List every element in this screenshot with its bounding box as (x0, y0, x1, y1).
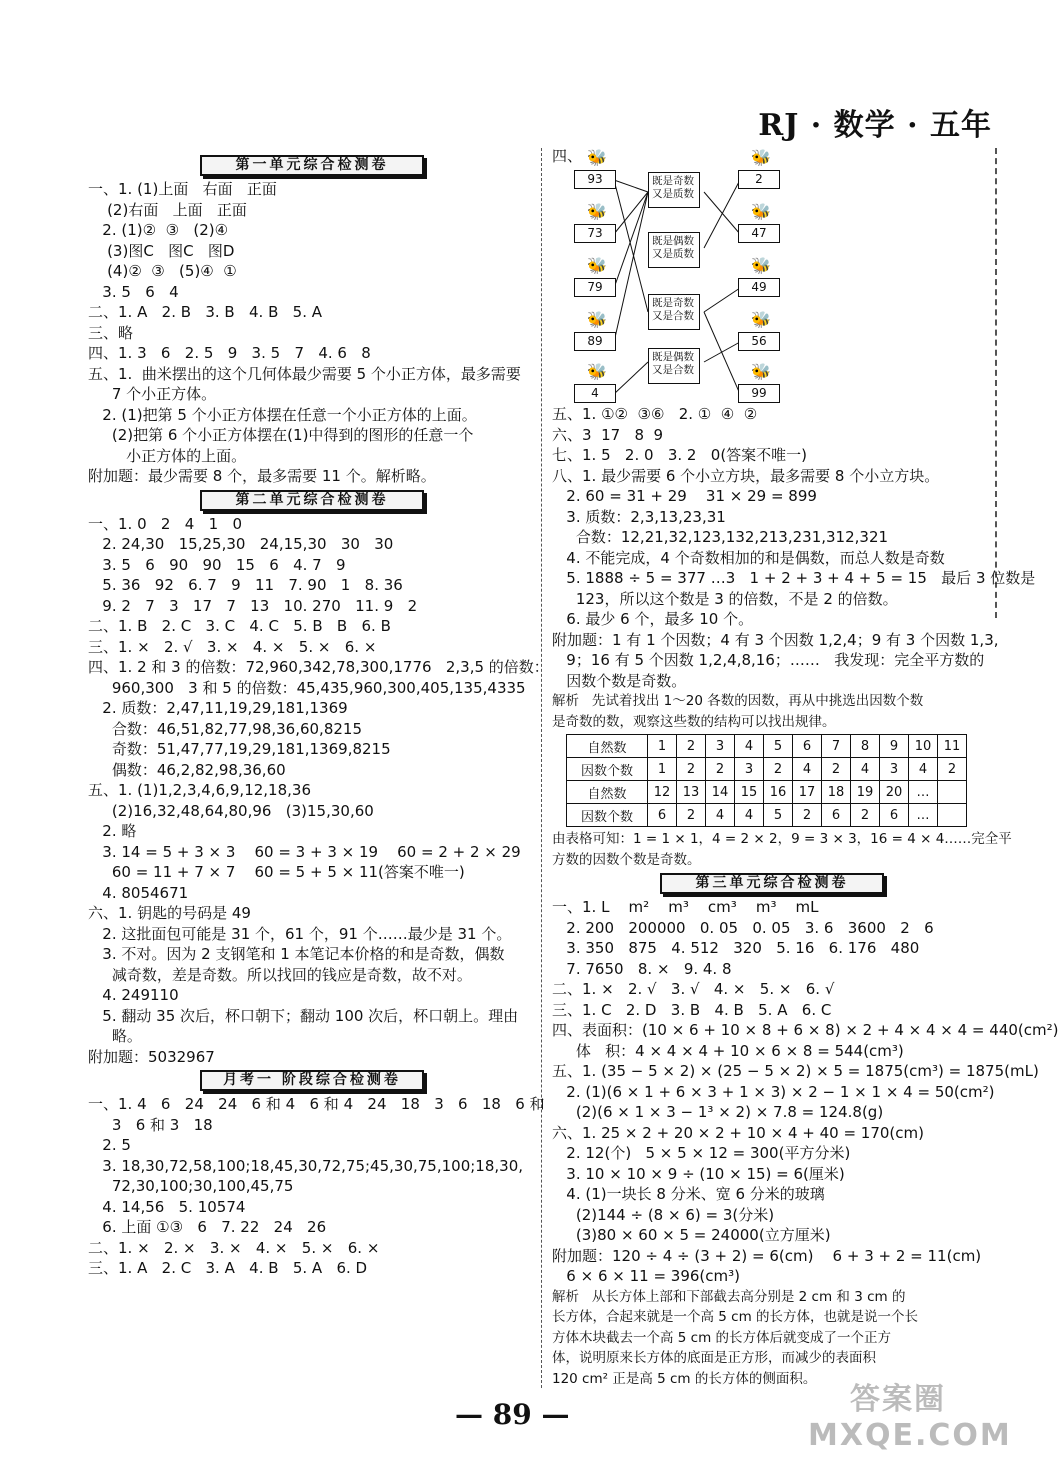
section-banner-unit2: 第二单元综合检测卷 (200, 490, 424, 511)
left-number-box: 79 (574, 278, 616, 297)
answer-line: 4. 14,56 5. 10574 (88, 1197, 246, 1216)
right-column (552, 147, 1058, 1389)
table-cell: 11 (938, 735, 967, 758)
table-cell: 5 (764, 735, 793, 758)
table-cell: 16 (764, 781, 793, 804)
table-cell: 13 (677, 781, 706, 804)
left-number-box: 93 (574, 170, 616, 189)
answer-line: 2. 200 200000 0. 05 0. 05 3. 6 3600 2 6 (552, 918, 934, 937)
answer-line: 2. (1)把第 5 个小正方体摆在任意一个小正方体的上面。 (88, 405, 477, 424)
answer-line: 方体木块截去一个高 5 cm 的长方体后就变成了一个正方 (552, 1329, 892, 1346)
section-banner-unit1: 第一单元综合检测卷 (200, 155, 424, 176)
page-number: — 89 — (455, 1398, 570, 1431)
answer-line: 3 6 和 3 18 (88, 1115, 213, 1134)
watermark-logo: 答案圈 MXQE.COM (808, 1382, 1012, 1453)
answer-line: 小正方体的上面。 (88, 446, 247, 465)
column-divider (541, 148, 542, 1388)
right-number-box: 49 (738, 278, 780, 297)
table-cell: 6 (880, 804, 909, 827)
table-cell: 2 (851, 804, 880, 827)
answer-line: 5. 36 92 6. 7 9 11 7. 90 1 8. 36 (88, 576, 403, 594)
answer-line: 七、1. 5 2. 0 3. 2 0(答案不唯一) (552, 446, 808, 464)
table-cell: 4 (735, 735, 764, 758)
table-cell: 2 (822, 758, 851, 781)
table-header-cell: 因数个数 (567, 804, 648, 827)
answer-line: 2. 5 (88, 1136, 131, 1154)
bee-icon: 🐝 (587, 256, 607, 275)
answer-line: (2)(6 × 1 × 3 − 1³ × 2) × 7.8 = 124.8(g) (552, 1103, 884, 1121)
answer-line: 一、1. L m² m³ cm³ m³ mL (552, 898, 819, 916)
category-line: 又是质数 (652, 188, 694, 200)
answer-line: 2. 24,30 15,25,30 24,15,30 30 30 (88, 535, 394, 553)
table-cell: 4 (735, 804, 764, 827)
answer-line: 体 积：4 × 4 × 4 + 10 × 6 × 8 = 544(cm³) (552, 1041, 904, 1060)
unit2-answers (88, 514, 549, 1068)
answer-line: 960,300 3 和 5 的倍数：45,435,960,300,405,135,4335 (88, 678, 526, 697)
answer-line: 2. 略 (88, 822, 137, 840)
right-number-box: 99 (738, 384, 780, 403)
table-cell (938, 804, 967, 827)
table-row (567, 758, 967, 781)
answer-line: (2)144 ÷ (8 × 6) = 3(分米) (552, 1205, 775, 1224)
category-line: 又是质数 (652, 248, 694, 260)
table-header-cell: 因数个数 (567, 758, 648, 781)
bee-icon: 🐝 (587, 202, 607, 221)
answers-five-to-eight (552, 404, 1036, 691)
left-number-box: 73 (574, 224, 616, 243)
table-cell: 3 (880, 758, 909, 781)
right-number-box: 2 (738, 170, 780, 189)
answer-line: 9；16 有 5 个因数 1,2,4,8,16；…… 我发现：完全平方数的 (552, 651, 985, 669)
answer-line: 60 = 11 + 7 × 7 60 = 5 + 5 × 11(答案不唯一) (88, 863, 465, 881)
answer-line: 3. 14 = 5 + 3 × 3 60 = 3 + 3 × 19 60 = 2 + 2 × 29 (88, 842, 521, 861)
answer-line: 五、1. (1)1,2,3,4,6,9,12,18,36 (88, 781, 311, 799)
left-column (88, 152, 549, 1279)
answer-line: 一、1. (1)上面 右面 正面 (88, 180, 277, 198)
table-cell: 6 (793, 735, 822, 758)
answer-line: 2. (1)② ③ (2)④ (88, 221, 229, 239)
answer-line: 3. 5 6 90 90 15 6 4. 7 9 (88, 555, 346, 574)
table-cell: 20 (880, 781, 909, 804)
answer-line: 偶数：46,2,82,98,36,60 (88, 760, 286, 779)
category-line: 又是合数 (652, 310, 694, 322)
answer-line: 附加题：120 ÷ 4 ÷ (3 + 2) = 6(cm) 6 + 3 + 2 = 11(cm) (552, 1246, 982, 1265)
answer-line: 附加题：5032967 (88, 1047, 215, 1066)
answer-line: 合数：46,51,82,77,98,36,60,8215 (88, 719, 362, 738)
answer-line: 略。 (88, 1027, 142, 1045)
table-cell: 2 (938, 758, 967, 781)
table-cell: 4 (909, 758, 938, 781)
table-cell: … (909, 804, 938, 827)
left-number-box: 89 (574, 332, 616, 351)
category-line: 又是合数 (652, 364, 694, 376)
answer-line: 五、1. 曲米摆出的这个几何体最少需要 5 个小正方体，最多需要 (88, 364, 521, 383)
answer-line: 6. 上面 ①③ 6 7. 22 24 26 (88, 1218, 327, 1236)
table-cell: 10 (909, 735, 938, 758)
answer-line: 7 个小正方体。 (88, 385, 217, 403)
right-number-box: 56 (738, 332, 780, 351)
table-cell: 18 (822, 781, 851, 804)
table-cell: 4 (851, 758, 880, 781)
table-cell: 19 (851, 781, 880, 804)
table-cell: 8 (851, 735, 880, 758)
monthly1-answers (88, 1094, 545, 1279)
answer-line: 2. 60 = 31 + 29 31 × 29 = 899 (552, 487, 817, 505)
factor-count-table (566, 734, 967, 827)
answer-line: 由表格可知：1 = 1 × 1，4 = 2 × 2，9 = 3 × 3，16 = 4 × 4……完全平 (552, 831, 1012, 847)
answer-line: 六、3 17 8 9 (552, 425, 664, 444)
answer-line: 3. 不对。因为 2 支钢笔和 1 本笔记本价格的和是奇数，偶数 (88, 945, 505, 963)
answer-line: 附加题：1 有 1 个因数；4 有 3 个因数 1,2,4；9 有 3 个因数 1,3, (552, 630, 999, 649)
answer-line: 二、1. A 2. B 3. B 4. B 5. A (88, 303, 323, 321)
answer-line: 五、1. (35 − 5 × 2) × (25 − 5 × 2) × 5 = 1875(cm³) = 1875(mL) (552, 1062, 1039, 1080)
table-cell: … (909, 781, 938, 804)
table-row (567, 735, 967, 758)
category-box (648, 294, 700, 330)
right-number-box: 47 (738, 224, 780, 243)
answer-line: 奇数：51,47,77,19,29,181,1369,8215 (88, 740, 391, 758)
answer-line: (4)② ③ (5)④ ① (88, 262, 237, 280)
answer-line: 72,30,100;30,100,45,75 (88, 1177, 294, 1195)
answer-line: 7. 7650 8. × 9. 4. 8 (552, 959, 732, 978)
table-cell: 15 (735, 781, 764, 804)
answer-line: 四、表面积：(10 × 6 + 10 × 8 + 6 × 8) × 2 + 4 × 4 × 4 = 440(cm²) (552, 1021, 1058, 1039)
answer-line: 一、1. 0 2 4 1 0 (88, 514, 243, 533)
left-number-box: 4 (574, 384, 616, 403)
answer-line: 五、1. ①② ③⑥ 2. ① ④ ② (552, 405, 758, 423)
table-cell: 12 (648, 781, 677, 804)
bee-icon: 🐝 (751, 148, 771, 167)
answer-line: 体，说明原来长方体的底面是正方形，而减少的表面积 (552, 1350, 876, 1366)
answer-line: 2. 质数：2,47,11,19,29,181,1369 (88, 699, 348, 717)
category-line: 既是偶数 (652, 351, 694, 363)
page-edge-line (995, 148, 997, 618)
table-cell: 1 (648, 758, 677, 781)
section-label-four: 四、 (552, 147, 583, 165)
bee-icon: 🐝 (587, 362, 607, 381)
table-cell: 7 (822, 735, 851, 758)
table-header-cell: 自然数 (567, 735, 648, 758)
bee-icon: 🐝 (751, 310, 771, 329)
answer-line: 6 × 6 × 11 = 396(cm³) (552, 1267, 740, 1285)
answer-line: (3)图C 图C 图D (88, 241, 235, 260)
table-row (567, 781, 967, 804)
unit3-answers (552, 897, 1058, 1287)
section-banner-monthly1: 月考一 阶段综合检测卷 (200, 1070, 424, 1091)
bee-icon: 🐝 (587, 310, 607, 329)
table-cell: 5 (764, 804, 793, 827)
answer-line: 二、1. B 2. C 3. C 4. C 5. B B 6. B (88, 617, 391, 635)
category-box (648, 348, 700, 384)
answer-line: 二、1. × 2. × 3. × 4. × 5. × 6. × (88, 1238, 380, 1257)
table-cell: 14 (706, 781, 735, 804)
table-cell: 2 (677, 758, 706, 781)
table-row (567, 804, 967, 827)
answer-line: 2. 这批面包可能是 31 个，61 个，91 个……最少是 31 个。 (88, 924, 512, 943)
section-banner-unit3: 第三单元综合检测卷 (660, 873, 884, 894)
bee-icon: 🐝 (751, 362, 771, 381)
answer-line: 八、1. 最少需要 6 个小立方块，最多需要 8 个小立方块。 (552, 466, 940, 485)
bee-icon: 🐝 (751, 256, 771, 275)
table-cell: 9 (880, 735, 909, 758)
category-box (648, 232, 700, 268)
answer-line: 3. 5 6 4 (88, 282, 179, 301)
table-cell: 2 (706, 758, 735, 781)
unit1-answers (88, 179, 536, 487)
answer-line: 3. 质数：2,3,13,23,31 (552, 507, 726, 526)
answer-line: 4. 249110 (88, 986, 179, 1004)
table-cell: 1 (648, 735, 677, 758)
answer-line: 9. 2 7 3 17 7 13 10. 270 11. 9 2 (88, 596, 418, 615)
page-header-title: RJ · 数学 · 五年 (758, 108, 992, 143)
answer-line: 四、1. 3 6 2. 5 9 3. 5 7 4. 6 8 (88, 344, 371, 362)
answer-line: 六、1. 25 × 2 + 20 × 2 + 10 × 4 + 40 = 170(cm) (552, 1123, 924, 1142)
table-cell (938, 781, 967, 804)
answer-line: 解析 先试着找出 1～20 各数的因数，再从中挑选出因数个数 (552, 693, 924, 709)
table-cell: 4 (793, 758, 822, 781)
answer-line: 5. 1888 ÷ 5 = 377 …3 1 + 2 + 3 + 4 + 5 = 15 最后 3 位数是 (552, 569, 1036, 587)
answer-line: 6. 最少 6 个，最多 10 个。 (552, 610, 754, 628)
answer-line: 2. (1)(6 × 1 + 6 × 3 + 1 × 3) × 2 − 1 × 1 × 4 = 50(cm²) (552, 1082, 995, 1101)
matching-diagram (552, 147, 992, 400)
answer-line: 5. 翻动 35 次后，杯口朝下；翻动 100 次后，杯口朝上。理由 (88, 1006, 519, 1025)
table-header-cell: 自然数 (567, 781, 648, 804)
answer-line: 三、1. C 2. D 3. B 4. B 5. A 6. C (552, 1000, 832, 1019)
table-cell: 2 (764, 758, 793, 781)
answer-line: 123，所以这个数是 3 的倍数，不是 2 的倍数。 (552, 589, 898, 608)
answer-line: 4. (1)一块长 8 分米、宽 6 分米的玻璃 (552, 1185, 825, 1203)
table-cell: 2 (677, 804, 706, 827)
answer-line: 长方体，合起来就是一个高 5 cm 的长方体，也就是说一个长 (552, 1309, 919, 1325)
answer-line: 因数个数是奇数。 (552, 671, 687, 690)
analysis-note-factors (552, 691, 992, 732)
table-cell: 3 (706, 735, 735, 758)
answer-line: 三、1. A 2. C 3. A 4. B 5. A 6. D (88, 1259, 368, 1277)
answer-line: 是奇数的数，观察这些数的结构可以找出规律。 (552, 713, 836, 730)
answer-line: 减奇数，差是奇数。所以找回的钱应是奇数，故不对。 (88, 965, 472, 984)
answer-line: (2)把第 6 个小正方体摆在(1)中得到的图形的任意一个 (88, 426, 474, 444)
answer-line: 四、1. 2 和 3 的倍数：72,960,342,78,300,1776 2,3,5 的倍数： (88, 658, 549, 676)
table-cell: 17 (793, 781, 822, 804)
answer-line: 合数：12,21,32,123,132,213,231,312,321 (552, 528, 889, 546)
table-cell: 6 (648, 804, 677, 827)
table-cell: 4 (706, 804, 735, 827)
answer-line: 三、略 (88, 323, 134, 342)
answer-line: 附加题：最少需要 8 个，最多需要 11 个。解析略。 (88, 467, 436, 485)
category-line: 既是偶数 (652, 235, 694, 247)
answer-line: 4. 不能完成，4 个奇数相加的和是偶数，而总人数是奇数 (552, 548, 945, 567)
category-line: 既是奇数 (652, 175, 694, 187)
table-cell: 2 (793, 804, 822, 827)
answer-line: 2. 12(个) 5 × 5 × 12 = 300(平方分米) (552, 1144, 851, 1162)
table-cell: 2 (677, 735, 706, 758)
table-conclusion-note (552, 829, 1012, 870)
category-box (648, 172, 700, 208)
answer-line: 三、1. × 2. √ 3. × 4. × 5. × 6. × (88, 637, 377, 656)
bee-icon: 🐝 (587, 148, 607, 167)
answer-line: 一、1. 4 6 24 24 6 和 4 6 和 4 24 18 3 6 18 6 和 (88, 1095, 545, 1113)
answer-line: 二、1. × 2. √ 3. √ 4. × 5. × 6. √ (552, 980, 835, 998)
answer-line: (2)16,32,48,64,80,96 (3)15,30,60 (88, 801, 374, 820)
answer-line: 六、1. 钥匙的号码是 49 (88, 904, 251, 922)
answer-line: 4. 8054671 (88, 883, 189, 902)
answer-line: (2)右面 上面 正面 (88, 200, 247, 219)
answer-line: (3)80 × 60 × 5 = 24000(立方厘米) (552, 1226, 831, 1244)
answer-line: 3. 18,30,72,58,100;18,45,30,72,75;45,30,75,100;18,30, (88, 1156, 524, 1175)
table-cell: 6 (822, 804, 851, 827)
table-cell: 3 (735, 758, 764, 781)
category-line: 既是奇数 (652, 297, 694, 309)
answer-line: 120 cm² 正是高 5 cm 的长方体的侧面积。 (552, 1370, 817, 1387)
answer-line: 3. 10 × 10 × 9 ÷ (10 × 15) = 6(厘米) (552, 1164, 845, 1183)
answer-line: 解析 从长方体上部和下部截去高分别是 2 cm 和 3 cm 的 (552, 1288, 906, 1305)
answer-line: 方数的因数个数是奇数。 (552, 851, 701, 868)
answer-line: 3. 350 875 4. 512 320 5. 16 6. 176 480 (552, 939, 920, 957)
bee-icon: 🐝 (751, 202, 771, 221)
